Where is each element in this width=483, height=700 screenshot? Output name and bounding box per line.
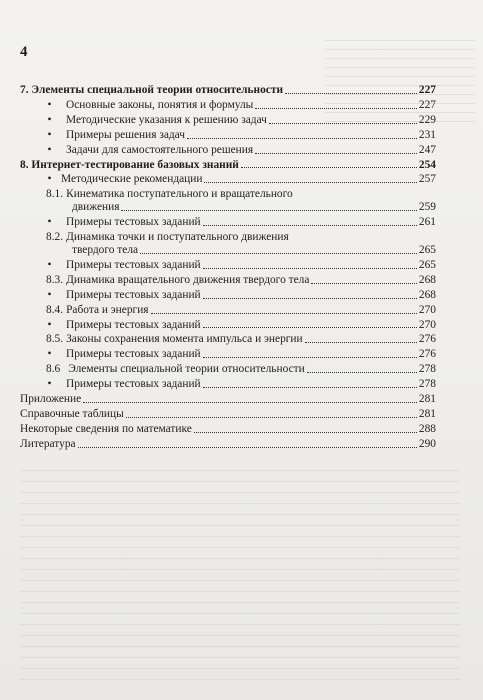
- toc-entry: [20, 348, 436, 361]
- toc-entry-page: 247: [418, 143, 436, 156]
- toc-entry-label: Примеры тестовых заданий: [66, 288, 201, 301]
- leader-dots: [203, 387, 417, 388]
- toc-entry-chapter-8: [20, 159, 436, 172]
- toc-entry-page: 270: [418, 303, 436, 316]
- bullet-icon: •: [47, 173, 52, 186]
- toc-entry-label: Элементы специальной теории относительности: [68, 363, 305, 376]
- leader-dots: [121, 210, 416, 211]
- toc-entry-label: Приложение: [20, 393, 82, 406]
- toc-entry: [20, 216, 436, 229]
- leader-dots: [78, 447, 417, 448]
- section-number: 8.2.: [46, 231, 64, 244]
- toc-entry-label: Работа и энергия: [66, 303, 149, 316]
- leader-dots: [241, 167, 417, 168]
- toc-entry-label: Некоторые сведения по математике: [20, 422, 192, 435]
- toc-entry-page: 290: [418, 437, 436, 450]
- toc-entry-label-continued: движения: [72, 201, 120, 214]
- toc-entry-page: 265: [418, 243, 436, 256]
- toc-entry-page: 231: [418, 128, 436, 141]
- toc-entry-chapter-7: [20, 84, 436, 97]
- toc-entry-label: Примеры тестовых заданий: [66, 258, 201, 271]
- toc-entry-page: 261: [418, 216, 436, 229]
- toc-entry-section-8-1: [20, 188, 436, 214]
- toc-entry: [20, 289, 436, 302]
- toc-entry: [20, 99, 436, 112]
- toc-entry: [20, 144, 436, 157]
- toc-entry: [20, 114, 436, 127]
- toc-entry-label: Динамика точки и поступательного движения: [66, 231, 289, 244]
- toc-entry-page: 268: [418, 288, 436, 301]
- bullet-icon: •: [47, 318, 52, 331]
- toc-entry-page: 265: [418, 258, 436, 271]
- leader-dots: [269, 123, 417, 124]
- toc-entry-label: Справочные таблицы: [20, 407, 124, 420]
- toc-entry-label-continued: твердого тела: [72, 243, 139, 256]
- toc-entry-label: Примеры тестовых заданий: [66, 216, 201, 229]
- toc-entry-label: Динамика вращательного движения твердого тела: [66, 273, 310, 286]
- leader-dots: [285, 93, 417, 94]
- toc-entry-label: Законы сохранения момента импульса и энергии: [66, 333, 303, 346]
- toc-entry: [20, 319, 436, 332]
- section-number: 8.5.: [46, 333, 64, 346]
- leader-dots: [126, 417, 417, 418]
- toc-entry-label: Методические рекомендации: [61, 173, 203, 186]
- leader-dots: [194, 432, 417, 433]
- toc-entry-literature: [20, 438, 436, 451]
- leader-dots: [203, 268, 417, 269]
- toc-entry-page: 281: [418, 407, 436, 420]
- toc-entry: [20, 173, 436, 186]
- table-of-contents: [20, 84, 436, 453]
- toc-entry: [20, 259, 436, 272]
- toc-entry-appendix: [20, 393, 436, 406]
- toc-entry-label: 7. Элементы специальной теории относительности: [20, 84, 284, 96]
- toc-entry-page: 259: [418, 201, 436, 214]
- leader-dots: [151, 313, 417, 314]
- toc-entry-reference-tables: [20, 408, 436, 421]
- leader-dots: [307, 372, 417, 373]
- toc-entry-label: Литература: [20, 437, 76, 450]
- toc-entry-page: 270: [418, 318, 436, 331]
- toc-entry-page: 254: [418, 158, 436, 171]
- toc-entry-section-8-3: [20, 274, 436, 287]
- toc-entry-page: 278: [418, 378, 436, 391]
- toc-entry-page: 276: [418, 348, 436, 361]
- section-number: 8.1.: [46, 188, 64, 201]
- bullet-icon: •: [47, 288, 52, 301]
- toc-entry-section-8-5: [20, 333, 436, 346]
- toc-entry-label: Задачи для самостоятельного решения: [66, 143, 254, 156]
- bullet-icon: •: [47, 216, 52, 229]
- leader-dots: [255, 153, 417, 154]
- toc-entry-page: 268: [418, 273, 436, 286]
- bullet-icon: •: [47, 348, 52, 361]
- bullet-icon: •: [47, 113, 52, 126]
- toc-entry-label: Методические указания к решению задач: [66, 113, 267, 126]
- toc-entry: [20, 378, 436, 391]
- leader-dots: [203, 357, 417, 358]
- bullet-icon: •: [47, 143, 52, 156]
- bullet-icon: •: [47, 258, 52, 271]
- toc-entry-label: 8. Интернет-тестирование базовых знаний: [20, 158, 239, 171]
- leader-dots: [83, 402, 417, 403]
- leader-dots: [203, 225, 417, 226]
- section-number: 8.3.: [46, 273, 64, 286]
- toc-entry-page: 281: [418, 393, 436, 406]
- bullet-icon: •: [47, 128, 52, 141]
- toc-entry-section-8-2: [20, 231, 436, 257]
- leader-dots: [311, 283, 417, 284]
- toc-entry-page: 278: [418, 363, 436, 376]
- toc-entry-page: 229: [418, 113, 436, 126]
- leader-dots: [203, 298, 417, 299]
- leader-dots: [187, 138, 417, 139]
- page-number: 4: [20, 44, 28, 60]
- bullet-icon: •: [47, 378, 52, 391]
- toc-entry-label: Примеры тестовых заданий: [66, 378, 201, 391]
- toc-entry-label: Примеры тестовых заданий: [66, 318, 201, 331]
- toc-entry-label: Примеры решения задач: [66, 128, 186, 141]
- toc-entry-page: 288: [418, 422, 436, 435]
- toc-entry-section-8-6: [20, 363, 436, 376]
- bullet-icon: •: [47, 98, 52, 111]
- section-number: 8.6: [46, 363, 61, 376]
- show-through-text: [20, 470, 460, 690]
- toc-entry-page: 276: [418, 333, 436, 346]
- leader-dots: [140, 253, 417, 254]
- toc-entry-section-8-4: [20, 304, 436, 317]
- leader-dots: [255, 108, 417, 109]
- section-number: 8.4.: [46, 303, 64, 316]
- leader-dots: [203, 327, 417, 328]
- leader-dots: [204, 182, 416, 183]
- toc-entry-label: Примеры тестовых заданий: [66, 348, 201, 361]
- toc-entry-label: Кинематика поступательного и вращательного: [66, 188, 293, 201]
- toc-entry-label: Основные законы, понятия и формулы: [66, 98, 254, 111]
- toc-entry-math-info: [20, 423, 436, 436]
- toc-entry: [20, 129, 436, 142]
- toc-entry-page: 227: [418, 98, 436, 111]
- leader-dots: [305, 342, 417, 343]
- toc-entry-page: 227: [418, 84, 436, 96]
- toc-entry-page: 257: [418, 173, 436, 186]
